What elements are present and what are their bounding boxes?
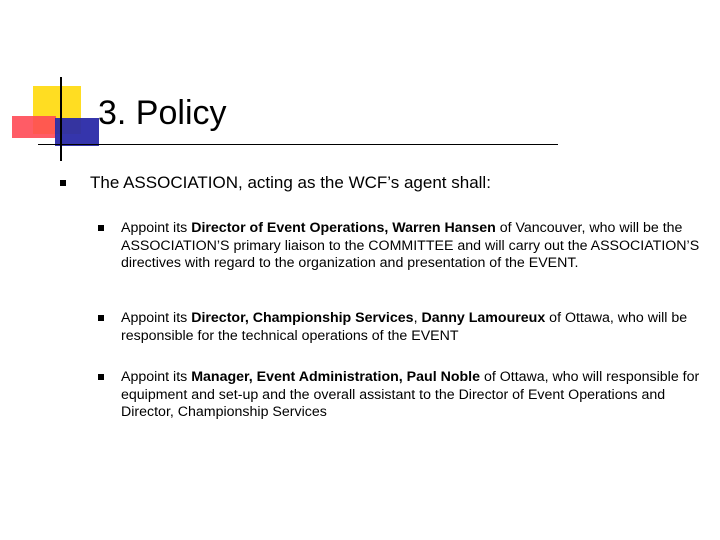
list-item-text: Appoint its Director, Championship Services, Danny Lamoureux of Ottawa, who will be responsible for the technical operations of the EVENT [121,310,688,344]
decor-vertical-line [60,77,62,161]
square-bullet-icon [98,374,104,380]
square-bullet-icon [60,180,66,186]
slide-title: 3. Policy [98,94,227,132]
decor-red-bar [12,116,56,138]
list-item-text: Appoint its Manager, Event Administration, Paul Noble of Ottawa, who will responsible for equipment and set-up and the overall assistant to the Director of Event Operations and Director, Championship Services [121,369,700,420]
square-bullet-icon [98,315,104,321]
list-item-text: Appoint its Director of Event Operations, Warren Hansen of Vancouver, who will be the ASSOCIATION’S primary liaison to the COMMITTEE and will carry out the ASSOCIATION’S directives with regard to the organization and presentation of the EVENT. [121,220,700,271]
intro-text: The ASSOCIATION, acting as the WCF’s agent shall: [90,173,491,192]
square-bullet-icon [98,225,104,231]
title-underline [38,144,558,145]
